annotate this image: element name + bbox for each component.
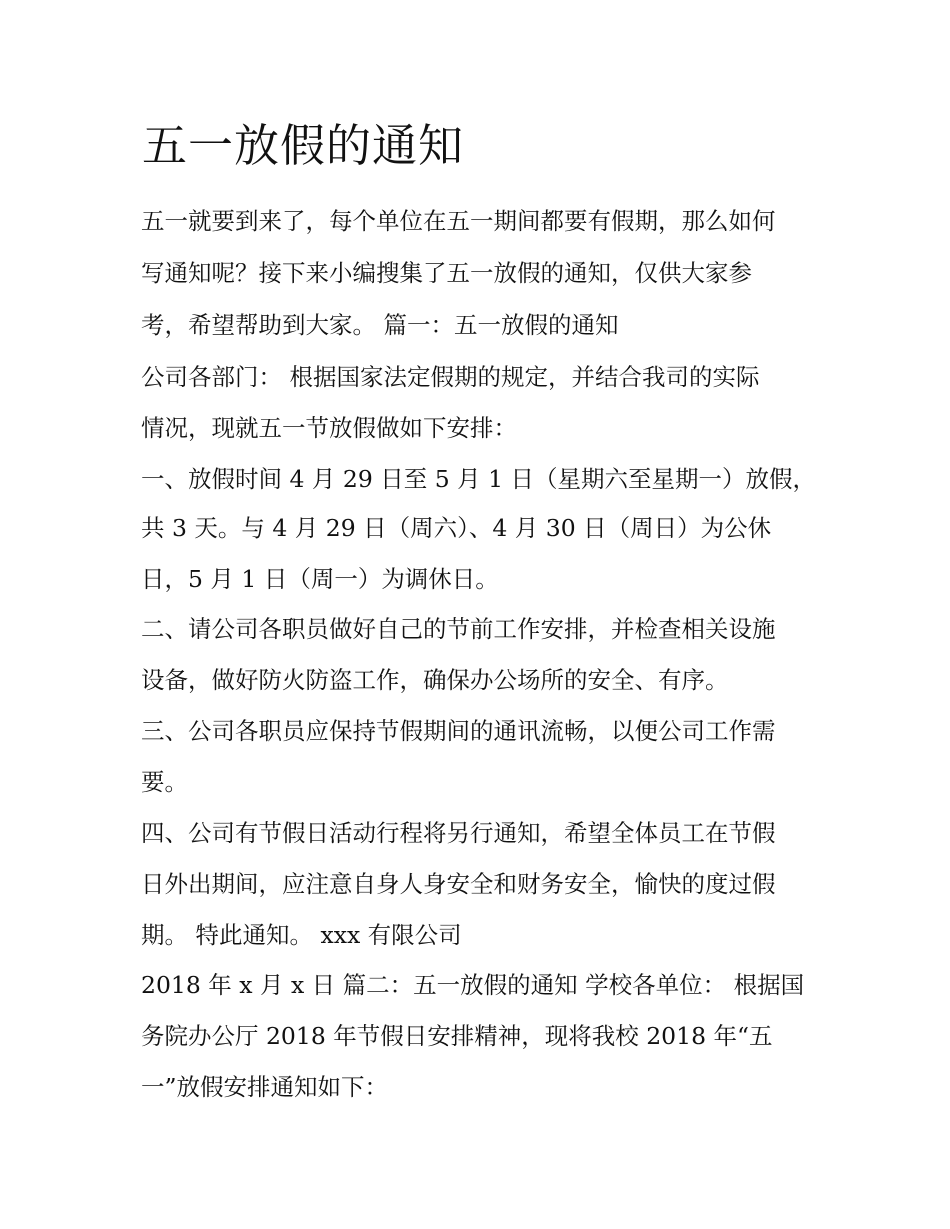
paragraph-line: 一、放假时间 4 月 29 日至 5 月 1 日（星期六至星期一）放假， — [141, 465, 817, 493]
paragraph-line: 公司各部门： 根据国家法定假期的规定，并结合我司的实际 — [141, 363, 760, 391]
paragraph-line: 一”放假安排通知如下： — [141, 1073, 389, 1101]
paragraph-line: 五一就要到来了，每个单位在五一期间都要有假期，那么如何 — [141, 207, 776, 235]
paragraph-line: 四、公司有节假日活动行程将另行通知，希望全体员工在节假 — [141, 819, 776, 847]
paragraph-line: 三、公司各职员应保持节假期间的通讯流畅，以便公司工作需 — [141, 717, 776, 745]
paragraph-line: 日，5 月 1 日（周一）为调休日。 — [141, 565, 499, 593]
paragraph-line: 设备，做好防火防盗工作，确保办公场所的安全、有序。 — [141, 666, 729, 694]
paragraph-line: 务院办公厅 2018 年节假日安排精神，现将我校 2018 年“五 — [141, 1022, 773, 1050]
paragraph-line: 情况，现就五一节放假做如下安排： — [141, 414, 517, 442]
paragraph-line: 要。 — [141, 768, 188, 796]
paragraph-line: 二、请公司各职员做好自己的节前工作安排，并检查相关设施 — [141, 615, 776, 643]
paragraph-line: 2018 年 x 月 x 日 篇二：五一放假的通知 学校各单位： 根据国 — [141, 971, 805, 999]
paragraph-line: 写通知呢？接下来小编搜集了五一放假的通知，仅供大家参 — [141, 259, 752, 287]
paragraph-line: 日外出期间，应注意自身人身安全和财务安全，愉快的度过假 — [141, 870, 776, 898]
paragraph-line: 考，希望帮助到大家。 篇一：五一放假的通知 — [141, 311, 619, 339]
paragraph-line: 共 3 天。与 4 月 29 日（周六）、4 月 30 日（周日）为公休 — [141, 514, 772, 542]
paragraph-line: 期。 特此通知。 xxx 有限公司 — [141, 921, 462, 949]
document-title: 五一放假的通知 — [142, 119, 465, 172]
